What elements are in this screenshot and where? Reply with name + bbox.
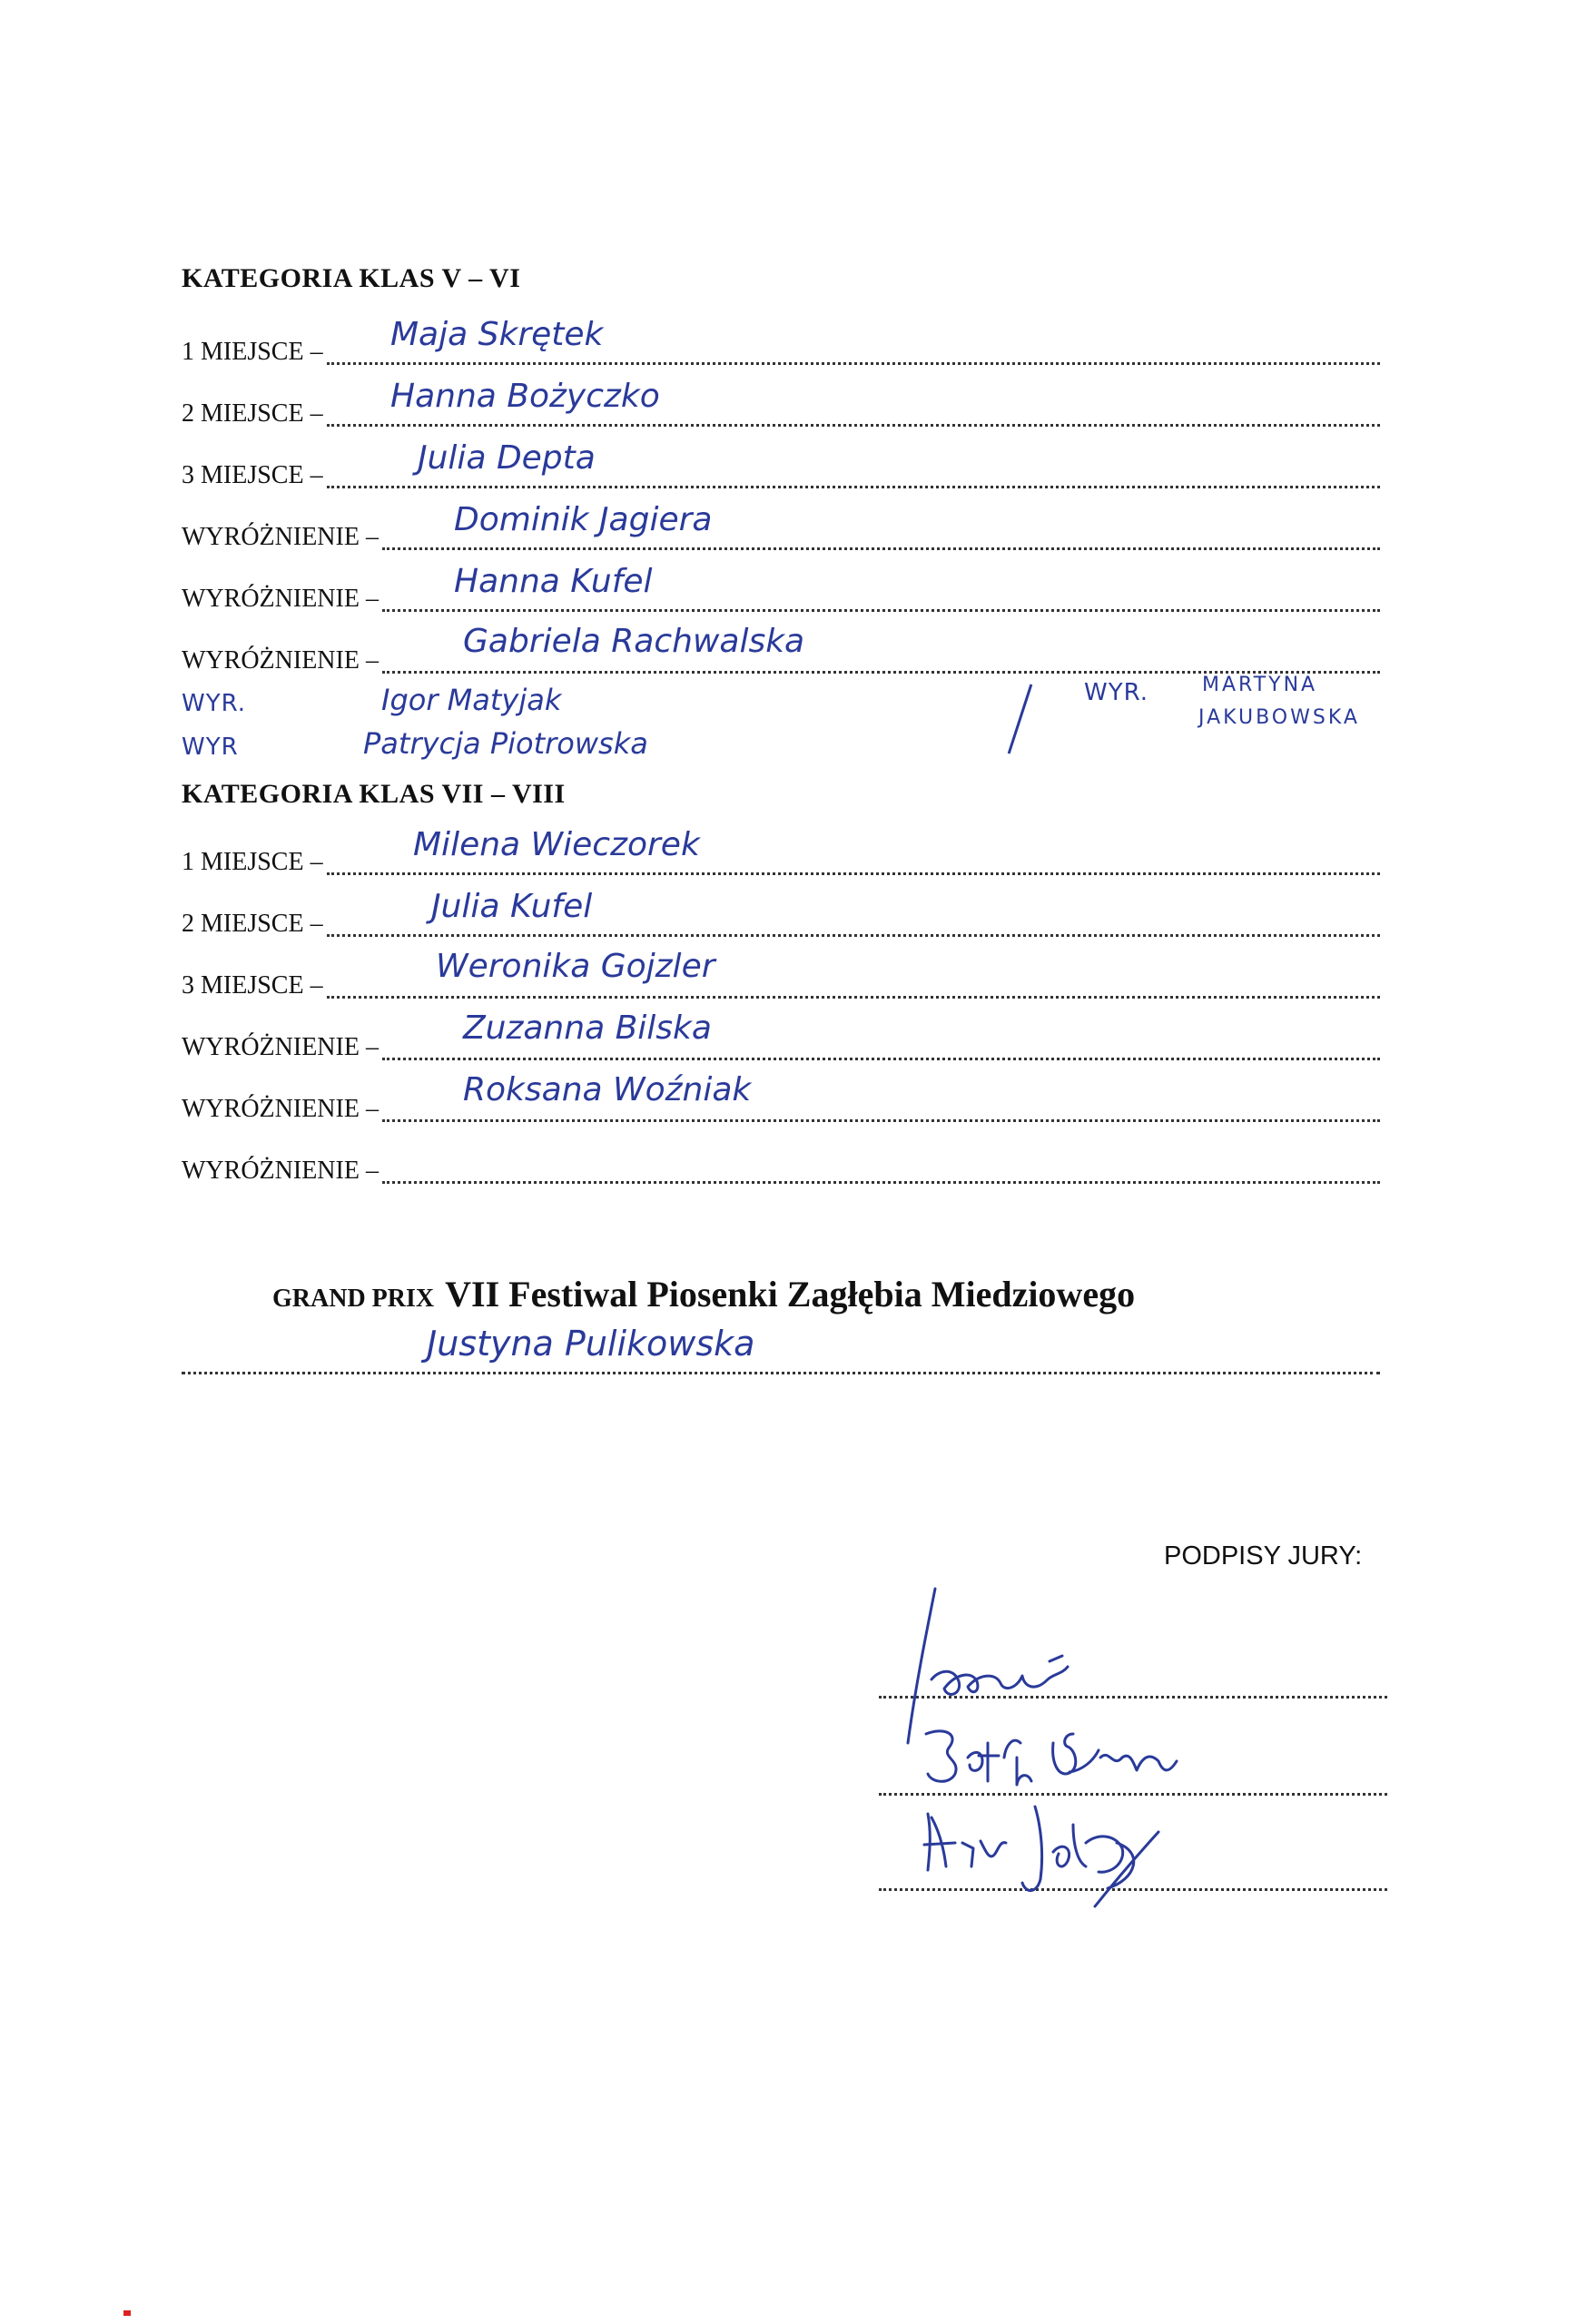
dotted-line — [327, 934, 1380, 937]
result-row — [182, 828, 1380, 882]
grand-prix-row — [182, 1324, 1380, 1382]
row-label: WYRÓŻNIENIE – — [182, 1033, 379, 1061]
dotted-line — [382, 609, 1380, 612]
category-heading-vii-viii: KATEGORIA KLAS VII – VIII — [182, 779, 566, 809]
row-label: WYRÓŻNIENIE – — [182, 1095, 379, 1123]
row-label: 1 MIEJSCE – — [182, 338, 323, 366]
result-row — [182, 1137, 1380, 1191]
result-row — [182, 1009, 1380, 1068]
row-label: 2 MIEJSCE – — [182, 910, 323, 938]
row-label: WYRÓŻNIENIE – — [182, 523, 379, 551]
result-row — [182, 890, 1380, 944]
jury-signatures-label: PODPISY JURY: — [1164, 1541, 1363, 1571]
result-row — [182, 565, 1380, 619]
red-ink-mark — [123, 2310, 131, 2316]
handwritten-name: Julia Depta — [418, 439, 596, 477]
row-label: 2 MIEJSCE – — [182, 399, 323, 428]
handwritten-name: Dominik Jagiera — [454, 501, 713, 538]
dotted-line — [382, 1119, 1380, 1122]
handwritten-name: Gabriela Rachwalska — [463, 623, 805, 660]
dotted-line — [327, 872, 1380, 875]
handwritten-name: Zuzanna Bilska — [463, 1009, 712, 1047]
handwritten-prefix: WYR — [182, 734, 239, 761]
category-heading-v-vi: KATEGORIA KLAS V – VI — [182, 263, 521, 293]
handwritten-name: Patrycja Piotrowska — [363, 726, 648, 761]
handwritten-name: Milena Wieczorek — [413, 826, 700, 863]
handwritten-name: Maja Skrętek — [390, 316, 604, 353]
handwritten-name: JAKUBOWSKA — [1198, 706, 1360, 729]
dotted-line — [327, 996, 1380, 999]
handwritten-name: Justyna Pulikowska — [427, 1324, 755, 1364]
result-row — [182, 503, 1380, 557]
row-label: WYRÓŻNIENIE – — [182, 1157, 379, 1185]
dotted-line — [382, 547, 1380, 550]
grand-prix-heading — [272, 1273, 1135, 1315]
handwritten-name: Roksana Woźniak — [463, 1071, 752, 1108]
row-label: 3 MIEJSCE – — [182, 461, 323, 489]
festival-title: VII Festiwal Piosenki Zagłębia Miedziowego — [445, 1274, 1136, 1315]
row-label: WYRÓŻNIENIE – — [182, 646, 379, 675]
handwritten-name: Julia Kufel — [431, 888, 593, 925]
handwritten-slash — [1008, 684, 1033, 753]
row-label: 3 MIEJSCE – — [182, 971, 323, 1000]
dotted-line — [327, 486, 1380, 488]
handwritten-signatures — [872, 1580, 1416, 1943]
result-row — [182, 1071, 1380, 1129]
dotted-line — [382, 1181, 1380, 1184]
handwritten-name: Hanna Bożyczko — [390, 378, 660, 415]
row-label: WYRÓŻNIENIE – — [182, 585, 379, 613]
result-row — [182, 948, 1380, 1006]
result-row — [182, 379, 1380, 434]
grand-prix-label: GRAND PRIX — [272, 1285, 435, 1313]
result-row — [182, 318, 1380, 372]
dotted-line — [382, 1058, 1380, 1060]
handwritten-name: Igor Matyjak — [381, 683, 562, 717]
handwritten-name: Hanna Kufel — [454, 563, 653, 600]
handwritten-prefix: WYR. — [1084, 679, 1148, 706]
dotted-line — [182, 1372, 1380, 1374]
dotted-line — [327, 362, 1380, 365]
dotted-line — [327, 424, 1380, 427]
result-row — [182, 441, 1380, 496]
result-row — [182, 623, 1380, 681]
handwritten-name: Weronika Gojzler — [436, 948, 715, 985]
handwritten-name: MARTYNA — [1202, 674, 1318, 696]
row-label: 1 MIEJSCE – — [182, 848, 323, 876]
handwritten-prefix: WYR. — [182, 690, 246, 717]
